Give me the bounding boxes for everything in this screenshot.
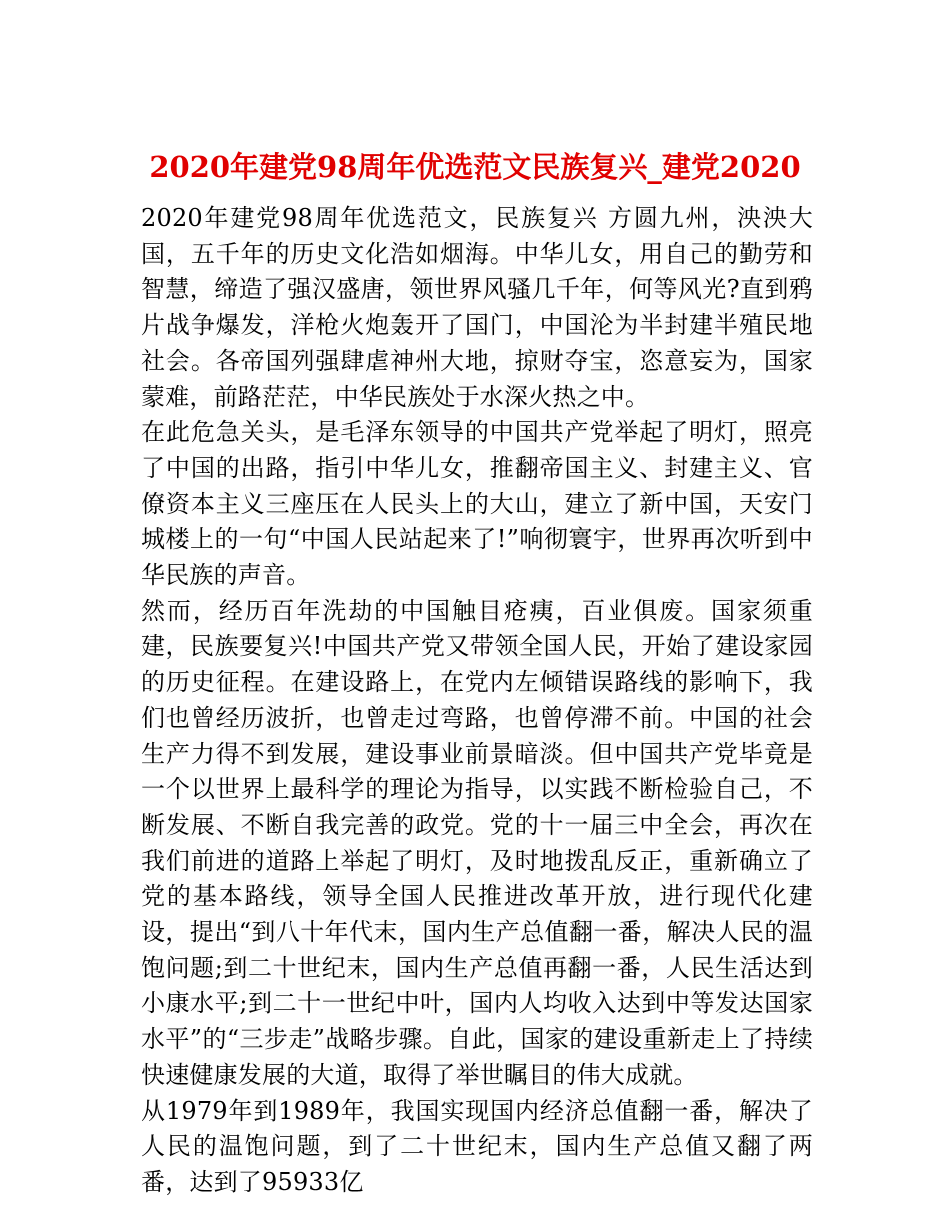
document-title: 2020年建党98周年优选范文民族复兴_建党2020 <box>149 150 801 185</box>
paragraph-3: 然而，经历百年洗劫的中国触目疮痍，百业俱废。国家须重建，民族要复兴!中国共产党又带领全国人民，开始了建设家园的历史征程。在建设路上，在党内左倾错误路线的影响下，我们也曾经历波折，也曾走过弯路，也曾停滞不前。中国的社会生产力得不到发展，建设事业前景暗淡。但中国共产党毕竟是一个以世界上最科学的理论为指导，以实践不断检验自己，不断发展、不断自我完善的政党。党的十一届三中全会，再次在我们前进的道路上举起了明灯，及时地拨乱反正，重新确立了党的基本路线，领导全国人民推进改革开放，进行现代化建设，提出“到八十年代末，国内生产总值翻一番，解决人民的温饱问题;到二十世纪末，国内生产总值再翻一番，人民生活达到小康水平;到二十一世纪中叶，国内人均收入达到中等发达国家水平”的“三步走”战略步骤。自此，国家的建设重新走上了持续快速健康发展的大道，取得了举世瞩目的伟大成就。 <box>141 596 813 1089</box>
paragraph-2: 在此危急关头，是毛泽东领导的中国共产党举起了明灯，照亮了中国的出路，指引中华儿女，推翻帝国主义、封建主义、官僚资本主义三座压在人民头上的大山，建立了新中国，天安门城楼上的一句“中国人民站起来了!”响彻寰宇，世界再次听到中华民族的声音。 <box>141 418 813 590</box>
paragraph-1: 2020年建党98周年优选范文，民族复兴 方圆九州，泱泱大国，五千年的历史文化浩如烟海。中华儿女，用自己的勤劳和智慧，缔造了强汉盛唐，领世界风骚几千年，何等风光?直到鸦片战争爆发，洋枪火炮轰开了国门，中国沦为半封建半殖民地社会。各帝国列强肆虐神州大地，掠财夺宝，恣意妄为，国家蒙难，前路茫茫，中华民族处于水深火热之中。 <box>141 204 813 411</box>
paragraph-4: 从1979年到1989年，我国实现国内经济总值翻一番，解决了人民的温饱问题，到了二十世纪末，国内生产总值又翻了两番，达到了95933亿 <box>141 1096 813 1196</box>
document-body <box>141 201 813 1201</box>
